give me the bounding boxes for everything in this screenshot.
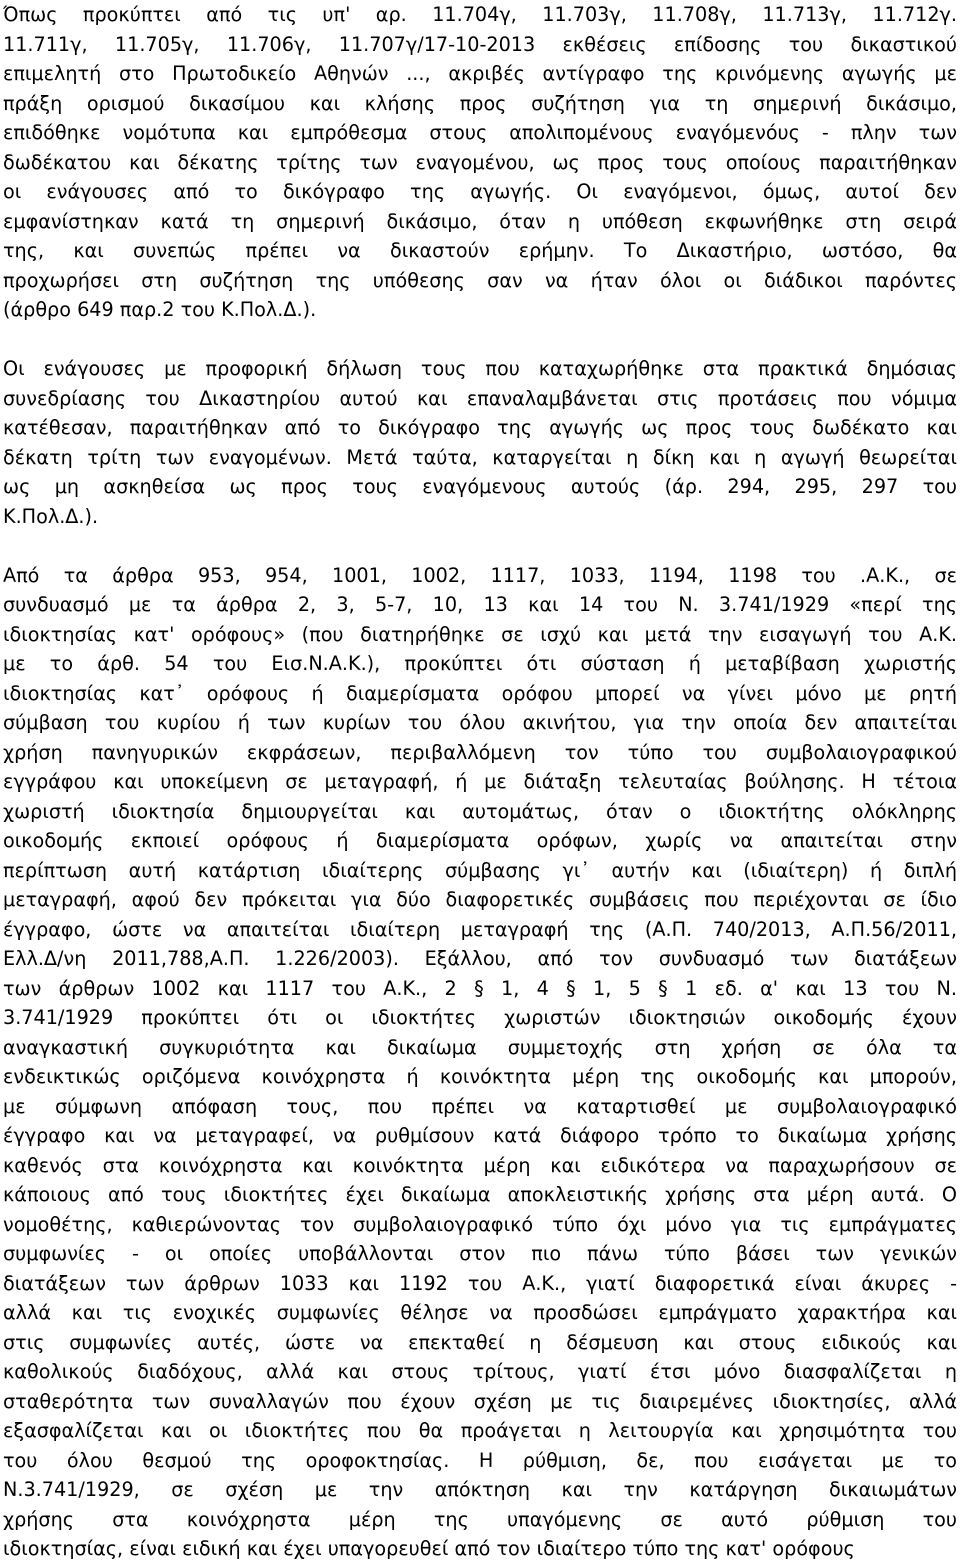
- text-line: Από τα άρθρα 953, 954, 1001, 1002, 1117, 1033, 1194, 1198 του .Α.Κ., σε: [3, 563, 957, 587]
- text-line: με το άρθ. 54 του Εισ.Ν.Α.Κ.), προκύπτει ότι σύσταση ή μεταβίβαση χωριστής: [3, 652, 957, 675]
- text-line: ιδιοκτησίας κατ' ορόφους» (που διατηρήθηκε σε ισχύ και μετά την εισαγωγή του Α.Κ.: [3, 622, 957, 646]
- text-line: διατάξεων των άρθρων 1033 και 1192 του Α.Κ., γιατί διαφορετικά είναι άκυρες -: [3, 1271, 957, 1295]
- text-line: Οι ενάγουσες με προφορική δήλωση τους που καταχωρήθηκε στα πρακτικά δημόσιας: [3, 357, 957, 380]
- text-line: με σύμφωνη απόφαση τους, που πρέπει να καταρτισθεί με συμβολαιογραφικό: [3, 1094, 957, 1118]
- text-line: καθενός στα κοινόχρηστα και κοινόκτητα μέρη και ειδικότερα να παραχωρήσουν σε: [3, 1153, 957, 1177]
- text-line: δέκατη τρίτη των εναγομένων. Μετά ταύτα, καταργείται η δίκη και η αγωγή θεωρείται: [3, 445, 957, 469]
- text-line: δωδέκατου και δέκατης τρίτης των εναγομένου, ως προς τους οποίους παραιτήθηκαν: [3, 150, 957, 174]
- text-line: εξασφαλίζεται και οι ιδιοκτήτες που θα προάγεται η λειτουργία και χρησιμότητα του: [3, 1419, 957, 1442]
- text-line: συνεδρίασης του Δικαστηρίου αυτού και επαναλαμβάνεται στις προτάσεις που νόμιμα: [3, 386, 957, 410]
- text-line: επιδόθηκε νομότυπα και εμπρόθεσμα στους απολιπομένους εναγόμενόυς - πλην των: [3, 121, 957, 144]
- text-line: κατέθεσαν, παραιτήθηκαν από το δικόγραφο της αγωγής ως προς τους δωδέκατο και: [3, 416, 957, 439]
- paragraph-service-of-process: [3, 0, 957, 325]
- text-line: του όλου θεσμού της οροφοκτησίας. Η ρύθμιση, δε, που εισάγεται με το: [3, 1448, 957, 1472]
- text-line: 3.741/1929 προκύπτει ότι οι ιδιοκτήτες χωριστών ιδιοκτησιών οικοδομής έχουν: [3, 1006, 957, 1029]
- text-line: Όπως προκύπτει από τις υπ' αρ. 11.704γ, 11.703γ, 11.708γ, 11.713γ, 11.712γ.: [3, 3, 957, 26]
- text-line: συμφωνίες - οι οποίες υποβάλλονται στον πιο πάνω τύπο βάσει των γενικών: [3, 1242, 957, 1265]
- text-line: (άρθρο 649 παρ.2 του Κ.Πολ.Δ.).: [3, 298, 317, 321]
- text-line: περίπτωση αυτή κατάρτιση ιδιαίτερης σύμβασης γι᾽ αυτήν και (ιδιαίτερη) ή διπλή: [3, 858, 957, 882]
- text-line: μεταγραφή, αφού δεν πρόκειται για δύο διαφορετικές συμβάσεις που περιέχονται σε ίδιο: [3, 888, 957, 911]
- text-line: κάποιους από τους ιδιοκτήτες έχει δικαίωμα αποκλειστικής χρήσης στα μέρη αυτά. Ο: [3, 1183, 957, 1206]
- text-line: Ν.3.741/1929, σε σχέση με την απόκτηση και την κατάργηση δικαιωμάτων: [3, 1478, 957, 1501]
- text-line: αλλά και τις ενοχικές συμφωνίες θέλησε να προσδώσει εμπράγματο χαρακτήρα και: [3, 1301, 957, 1324]
- text-line: εμφανίστηκαν κατά τη σημερινή δικάσιμο, όταν η υπόθεση εκφωνήθηκε στη σειρά: [3, 209, 957, 233]
- text-line: στις συμφωνίες αυτές, ώστε να επεκταθεί η δέσμευση και στους ειδικούς και: [3, 1330, 957, 1354]
- text-line: ως μη ασκηθείσα ως προς τους εναγόμενους αυτούς (άρ. 294, 295, 297 του: [3, 475, 957, 498]
- text-line: 11.711γ, 11.705γ, 11.706γ, 11.707γ/17-10-2013 εκθέσεις επίδοσης του δικαστικού: [3, 32, 957, 56]
- text-line: των άρθρων 1002 και 1117 του Α.Κ., 2 § 1, 4 § 1, 5 § 1 εδ. α' και 13 του Ν.: [3, 976, 957, 1000]
- paragraph-gap: [3, 531, 957, 561]
- text-line: νομοθέτης, καθιερώνοντας τον συμβολαιογραφικό τύπο όχι μόνο για τις εμπράγματες: [3, 1212, 957, 1236]
- text-line: αναγκαστική συγκυριότητα και δικαίωμα συμμετοχής στη χρήση σε όλα τα: [3, 1035, 957, 1059]
- text-line: οικοδομής εκποιεί ορόφους ή διαμερίσματα ορόφων, χωρίς να απαιτείται στην: [3, 829, 957, 852]
- text-line: εγγράφου και υποκείμενη σε μεταγραφή, ή με διάταξη τελευταίας βούλησης. Η τέτοια: [3, 770, 957, 793]
- paragraph-legal-reasoning: [3, 561, 957, 1564]
- text-line: ενδεικτικώς οριζόμενα κοινόχρηστα ή κοινόκτητα μέρη της οικοδομής και μπορούν,: [3, 1065, 957, 1088]
- text-line: Κ.Πολ.Δ.).: [3, 504, 99, 528]
- text-line: οι ενάγουσες από το δικόγραφο της αγωγής. Οι εναγόμενοι, όμως, αυτοί δεν: [3, 180, 957, 203]
- text-line: ιδιοκτησίας, είναι ειδική και έχει υπαγορευθεί από τον ιδιαίτερο τύπο της κατ' ορόφους: [3, 1537, 855, 1560]
- text-line: προχωρήσει στη συζήτηση της υπόθεσης σαν να ήταν όλοι οι διάδικοι παρόντες: [3, 268, 957, 292]
- text-line: ιδιοκτησίας κατ᾽ ορόφους ή διαμερίσματα ορόφου μπορεί να γίνει μόνο με ρητή: [3, 681, 957, 705]
- text-line: σύμβαση του κυρίου ή των κυρίων του όλου ακινήτου, για την οποία δεν απαιτείται: [3, 711, 957, 734]
- text-line: χρήση πανηγυρικών εκφράσεων, περιβαλλόμενη τον τύπο του συμβολαιογραφικού: [3, 740, 957, 764]
- text-line: καθολικούς διαδόχους, αλλά και στους τρίτους, γιατί έτσι μόνο διασφαλίζεται η: [3, 1360, 957, 1383]
- text-line: επιμελητή στο Πρωτοδικείο Αθηνών ..., ακριβές αντίγραφο της κρινόμενης αγωγής με: [3, 62, 957, 85]
- text-line: έγγραφο και να μεταγραφεί, να ρυθμίσουν κατά διάφορο τρόπο το δικαίωμα χρήσης: [3, 1124, 957, 1147]
- paragraph-withdrawal: [3, 354, 957, 531]
- document-page: [3, 0, 957, 1564]
- paragraph-gap: [3, 325, 957, 355]
- text-line: της, και συνεπώς πρέπει να δικαστούν ερήμην. Το Δικαστήριο, ωστόσο, θα: [3, 239, 957, 262]
- text-line: συνδυασμό με τα άρθρα 2, 3, 5-7, 10, 13 και 14 του Ν. 3.741/1929 «περί της: [3, 593, 957, 616]
- text-line: σταθερότητα των συναλλαγών που έχουν σχέση με τις διαιρεμένες ιδιοκτησίες, αλλά: [3, 1389, 957, 1413]
- text-line: χρήσης στα κοινόχρηστα μέρη της υπαγόμενης σε αυτό ρύθμιση του: [3, 1507, 957, 1531]
- text-line: έγγραφο, ώστε να απαιτείται ιδιαίτερη μεταγραφή της (Α.Π. 740/2013, Α.Π.56/2011,: [3, 917, 957, 941]
- text-line: πράξη ορισμού δικασίμου και κλήσης προς συζήτηση για τη σημερινή δικάσιμο,: [3, 91, 957, 115]
- text-line: χωριστή ιδιοκτησία δημιουργείται και αυτομάτως, όταν ο ιδιοκτήτης ολόκληρης: [3, 799, 957, 823]
- text-line: Ελλ.Δ/νη 2011,788,Α.Π. 1.226/2003). Εξάλλου, από τον συνδυασμό των διατάξεων: [3, 947, 957, 970]
